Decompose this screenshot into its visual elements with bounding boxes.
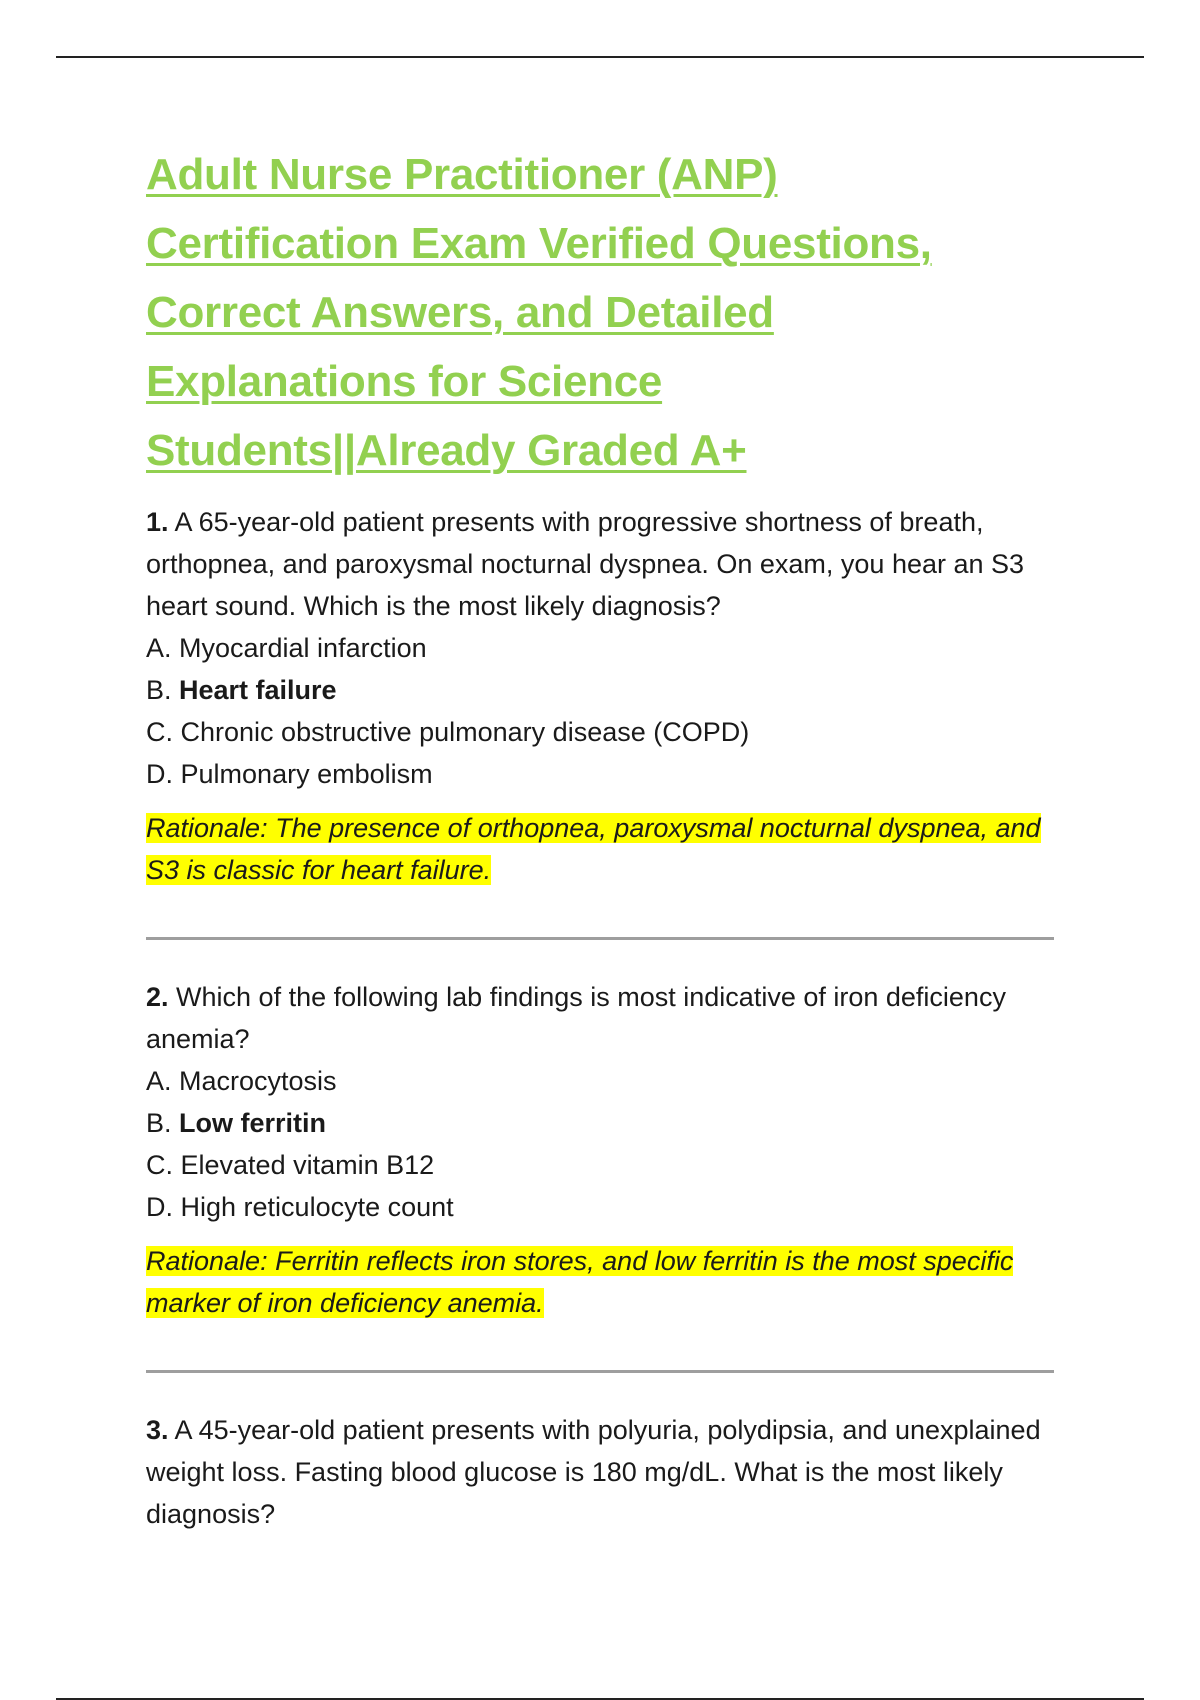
title-line: Students||Already Graded A+ xyxy=(146,426,747,475)
answer-option-b-correct xyxy=(146,669,1066,711)
document-body xyxy=(146,140,1066,1535)
answer-option-d xyxy=(146,753,1066,795)
question-number: 2. xyxy=(146,982,169,1012)
title-line: Certification Exam Verified Questions, xyxy=(146,219,932,268)
question-text: Which of the following lab findings is most indicative of iron deficiency anemia? xyxy=(146,982,1006,1054)
question-text: A 65-year-old patient presents with progressive shortness of breath, orthopnea, and paroxysmal nocturnal dyspnea. On exam, you hear an S3 heart sound. Which is the most likely diagnosis? xyxy=(146,507,1025,621)
page-top-rule xyxy=(56,56,1144,58)
answer-option-b-correct xyxy=(146,1102,1066,1144)
title-line: Adult Nurse Practitioner (ANP) xyxy=(146,150,778,199)
option-letter: B. xyxy=(146,1108,180,1138)
option-text: High reticulocyte count xyxy=(180,1192,454,1222)
option-letter: A. xyxy=(146,1066,180,1096)
rationale-text: Rationale: The presence of orthopnea, paroxysmal nocturnal dyspnea, and S3 is classic for heart failure. xyxy=(146,813,1041,885)
rationale xyxy=(146,807,1066,891)
option-text: Low ferritin xyxy=(179,1108,327,1138)
option-text: Myocardial infarction xyxy=(179,633,427,663)
option-letter: B. xyxy=(146,675,180,705)
option-letter: C. xyxy=(146,717,181,747)
rationale-text: Rationale: Ferritin reflects iron stores, and low ferritin is the most specific marker of iron deficiency anemia. xyxy=(146,1246,1014,1318)
option-letter: D. xyxy=(146,1192,181,1222)
question-separator xyxy=(146,1370,1054,1373)
question-number: 3. xyxy=(146,1415,169,1445)
document-title xyxy=(146,140,1066,485)
option-text: Elevated vitamin B12 xyxy=(180,1150,435,1180)
question-separator xyxy=(146,937,1054,940)
title-line: Explanations for Science xyxy=(146,357,663,406)
question-stem xyxy=(146,1409,1066,1535)
option-text: Heart failure xyxy=(179,675,337,705)
rationale xyxy=(146,1240,1066,1324)
option-letter: D. xyxy=(146,759,181,789)
answer-option-c xyxy=(146,711,1066,753)
question-number: 1. xyxy=(146,507,169,537)
question-stem xyxy=(146,976,1066,1060)
question-stem xyxy=(146,501,1066,627)
option-letter: C. xyxy=(146,1150,181,1180)
question-2 xyxy=(146,976,1066,1324)
option-text: Chronic obstructive pulmonary disease (COPD) xyxy=(180,717,750,747)
answer-option-a xyxy=(146,1060,1066,1102)
title-line: Correct Answers, and Detailed xyxy=(146,288,774,337)
question-1 xyxy=(146,501,1066,891)
answer-option-d xyxy=(146,1186,1066,1228)
question-text: A 45-year-old patient presents with polyuria, polydipsia, and unexplained weight loss. Fasting blood glucose is 180 mg/dL. What is the most likely diagnosis? xyxy=(146,1415,1041,1529)
option-text: Macrocytosis xyxy=(179,1066,337,1096)
question-3 xyxy=(146,1409,1066,1535)
option-letter: A. xyxy=(146,633,180,663)
option-text: Pulmonary embolism xyxy=(180,759,433,789)
answer-option-c xyxy=(146,1144,1066,1186)
answer-option-a xyxy=(146,627,1066,669)
